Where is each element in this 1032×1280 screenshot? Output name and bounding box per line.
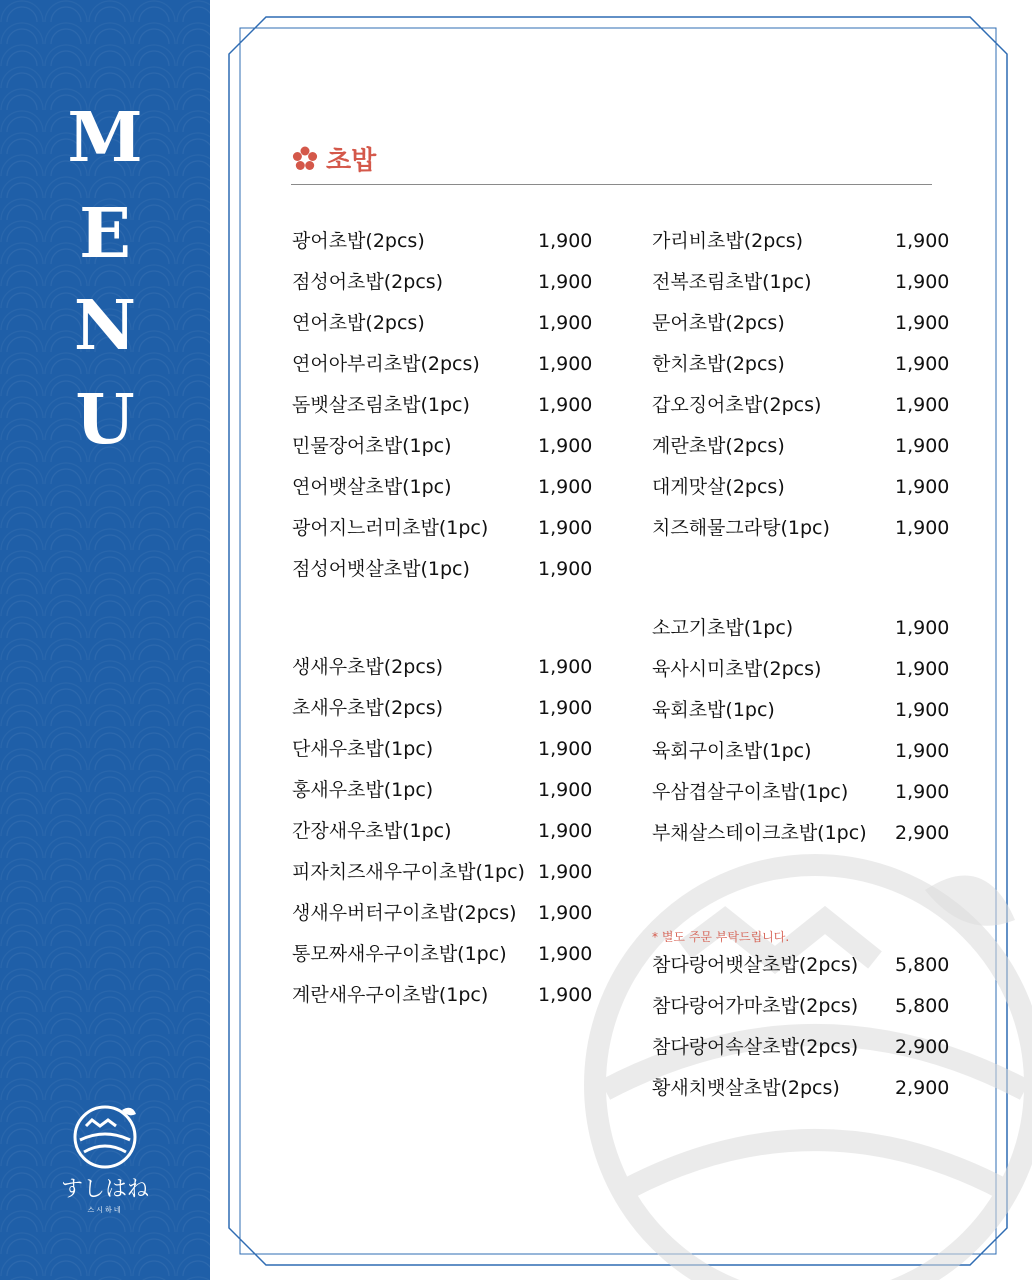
section-title (292, 140, 376, 177)
logo-emblem-icon (66, 1100, 144, 1170)
menu-item-price: 1,900 (895, 699, 950, 721)
menu-item-price: 1,900 (538, 902, 593, 924)
menu-item-name: 치즈해물그라탕(1pc) (652, 517, 830, 539)
menu-item-name: 부채살스테이크초밥(1pc) (652, 822, 867, 844)
menu-item (652, 952, 952, 978)
logo-subtext: 스시하네 (87, 1206, 123, 1214)
menu-item (652, 351, 952, 377)
menu-item-name: 단새우초밥(1pc) (292, 738, 434, 760)
section-divider (291, 184, 932, 185)
menu-item-price: 2,900 (895, 822, 950, 844)
menu-item (292, 515, 592, 541)
menu-item-price: 1,900 (538, 738, 593, 760)
menu-item (652, 820, 952, 846)
menu-item (652, 993, 952, 1019)
menu-item (652, 697, 952, 723)
menu-item-price: 1,900 (538, 230, 593, 252)
menu-item-price: 1,900 (895, 271, 950, 293)
menu-item-name: 점성어뱃살초밥(1pc) (292, 558, 470, 580)
menu-item (292, 736, 592, 762)
menu-item (292, 777, 592, 803)
menu-item-price: 1,900 (538, 943, 593, 965)
menu-item-price: 1,900 (895, 435, 950, 457)
order-note: * 별도 주문 부탁드립니다. (652, 930, 790, 944)
menu-item-price: 1,900 (538, 820, 593, 842)
menu-item-name: 갑오징어초밥(2pcs) (652, 394, 822, 416)
menu-item (652, 779, 952, 805)
menu-item (292, 941, 592, 967)
sidebar (0, 0, 210, 1280)
menu-item-name: 광어초밥(2pcs) (292, 230, 425, 252)
menu-item-name: 통모짜새우구이초밥(1pc) (292, 943, 507, 965)
menu-item (652, 1075, 952, 1101)
logo-text: すしはね (60, 1177, 149, 1202)
menu-item (292, 228, 592, 254)
menu-item (292, 900, 592, 926)
menu-item-name: 문어초밥(2pcs) (652, 312, 785, 334)
menu-item-name: 소고기초밥(1pc) (652, 617, 794, 639)
menu-item-price: 1,900 (538, 312, 593, 334)
menu-item-name: 가리비초밥(2pcs) (652, 230, 804, 252)
menu-item-price: 1,900 (538, 353, 593, 375)
menu-item-price: 1,900 (895, 617, 950, 639)
menu-item-name: 연어초밥(2pcs) (292, 312, 425, 334)
menu-item (292, 859, 592, 885)
menu-item-price: 1,900 (538, 517, 593, 539)
menu-item-name: 대게맛살(2pcs) (652, 476, 785, 498)
menu-letter-u: U (75, 380, 135, 460)
menu-letter-m: M (67, 98, 143, 178)
menu-item-name: 돔뱃살조림초밥(1pc) (292, 394, 470, 416)
menu-item (292, 310, 592, 336)
menu-item-name: 참다랑어속살초밥(2pcs) (652, 1036, 859, 1058)
menu-item (292, 818, 592, 844)
menu-item-price: 2,900 (895, 1077, 950, 1099)
menu-item (652, 738, 952, 764)
section-title-text: 초밥 (326, 146, 377, 176)
menu-item (652, 474, 952, 500)
menu-item-price: 1,900 (538, 476, 593, 498)
menu-item-price: 5,800 (895, 954, 950, 976)
menu-item-price: 1,900 (538, 394, 593, 416)
menu-item (652, 1034, 952, 1060)
menu-item-price: 1,900 (538, 558, 593, 580)
menu-item (652, 615, 952, 641)
menu-item-name: 육사시미초밥(2pcs) (652, 658, 822, 680)
menu-item-price: 1,900 (538, 697, 593, 719)
menu-item-price: 1,900 (538, 984, 593, 1006)
menu-item-price: 1,900 (538, 656, 593, 678)
menu-letter-n: N (73, 286, 137, 366)
menu-item-price: 1,900 (538, 271, 593, 293)
menu-item-name: 점성어초밥(2pcs) (292, 271, 444, 293)
menu-item-price: 1,900 (895, 740, 950, 762)
menu-item (292, 556, 592, 582)
menu-item-name: 생새우초밥(2pcs) (292, 656, 444, 678)
menu-item (652, 228, 952, 254)
menu-item (292, 392, 592, 418)
menu-item-name: 참다랑어가마초밥(2pcs) (652, 995, 859, 1017)
menu-item-price: 1,900 (895, 394, 950, 416)
menu-item (292, 433, 592, 459)
menu-item-name: 계란초밥(2pcs) (652, 435, 785, 457)
menu-item-name: 홍새우초밥(1pc) (292, 779, 434, 801)
menu-item-price: 1,900 (895, 658, 950, 680)
menu-item-name: 한치초밥(2pcs) (652, 353, 785, 375)
menu-item (652, 515, 952, 541)
menu-letter-e: E (79, 194, 131, 274)
menu-item (652, 310, 952, 336)
menu-item (292, 351, 592, 377)
menu-item (292, 269, 592, 295)
menu-item-name: 민물장어초밥(1pc) (292, 435, 452, 457)
menu-item-name: 광어지느러미초밥(1pc) (292, 517, 489, 539)
menu-item (292, 654, 592, 680)
menu-item-price: 1,900 (895, 781, 950, 803)
sakura-icon (292, 146, 318, 172)
menu-item (292, 474, 592, 500)
menu-item-price: 1,900 (895, 230, 950, 252)
menu-item (652, 269, 952, 295)
menu-item (652, 656, 952, 682)
menu-item-price: 1,900 (895, 476, 950, 498)
menu-item-name: 황새치뱃살초밥(2pcs) (652, 1077, 840, 1099)
menu-item-price: 1,900 (538, 779, 593, 801)
menu-item-price: 1,900 (895, 353, 950, 375)
menu-item (292, 982, 592, 1008)
menu-item-name: 참다랑어뱃살초밥(2pcs) (652, 954, 859, 976)
menu-item-price: 1,900 (538, 861, 593, 883)
menu-item-price: 1,900 (895, 312, 950, 334)
menu-item-name: 계란새우구이초밥(1pc) (292, 984, 489, 1006)
menu-item-name: 연어뱃살초밥(1pc) (292, 476, 452, 498)
menu-item-name: 생새우버터구이초밥(2pcs) (292, 902, 517, 924)
menu-item-name: 연어아부리초밥(2pcs) (292, 353, 480, 375)
menu-item-price: 5,800 (895, 995, 950, 1017)
menu-item-name: 피자치즈새우구이초밥(1pc) (292, 861, 525, 883)
menu-item-price: 2,900 (895, 1036, 950, 1058)
logo (60, 1100, 150, 1215)
menu-item (652, 433, 952, 459)
menu-item-price: 1,900 (895, 517, 950, 539)
menu-item-name: 간장새우초밥(1pc) (292, 820, 452, 842)
menu-item-name: 초새우초밥(2pcs) (292, 697, 444, 719)
menu-item (652, 392, 952, 418)
menu-item (292, 695, 592, 721)
menu-item-name: 육회초밥(1pc) (652, 699, 775, 721)
menu-item-name: 육회구이초밥(1pc) (652, 740, 812, 762)
menu-item-name: 우삼겹살구이초밥(1pc) (652, 781, 849, 803)
menu-item-name: 전복조림초밥(1pc) (652, 271, 812, 293)
menu-item-price: 1,900 (538, 435, 593, 457)
